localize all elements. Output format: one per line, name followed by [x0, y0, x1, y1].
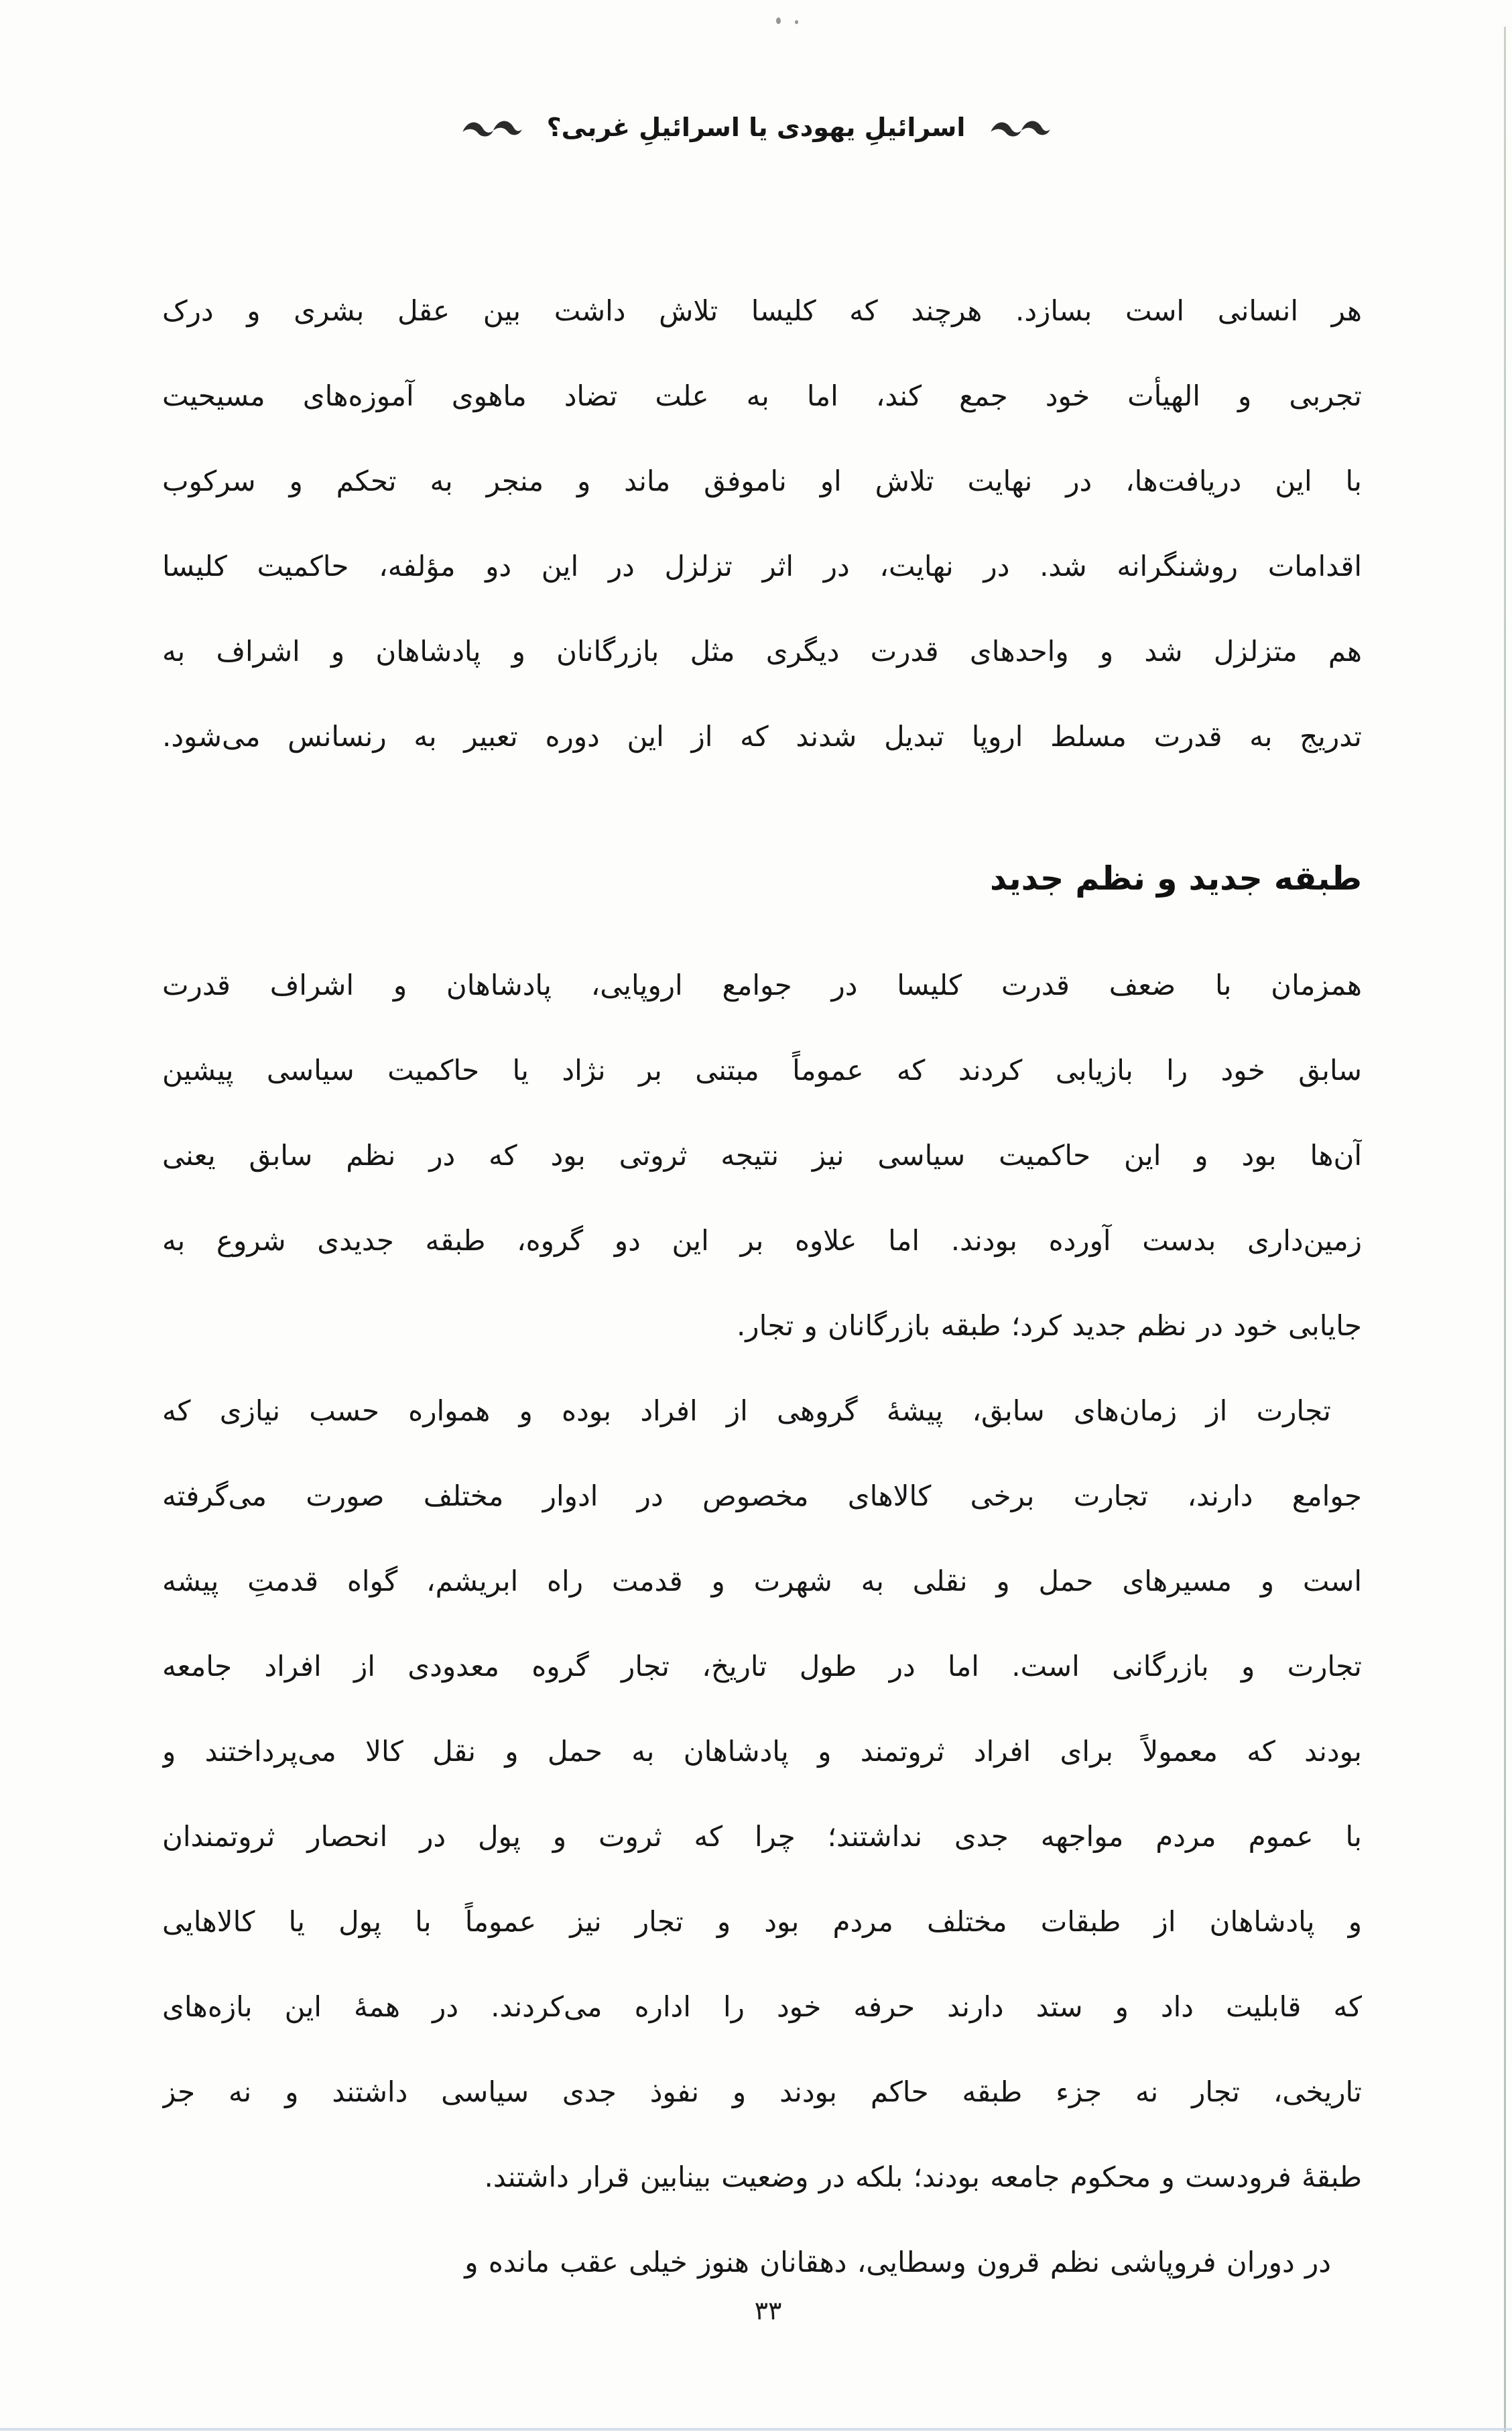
header-ornament-right-icon [988, 115, 1052, 140]
running-head [0, 113, 1512, 142]
running-head-title: اسرائیلِ یهودی یا اسرائیلِ غربی؟ [546, 113, 966, 142]
text-line: هم متزلزل شد و واحدهای قدرت دیگری مثل بازرگانان و پادشاهان و اشراف به [162, 635, 1362, 668]
paragraph-2 [162, 943, 1362, 1368]
scan-edge-bottom [0, 2428, 1512, 2431]
text-line: بودند که معمولاً برای افراد ثروتمند و پادشاهان به حمل و نقل کالا می‌پرداختند و [162, 1735, 1362, 1768]
text-line: تجارت و بازرگانی است. اما در طول تاریخ، تجار گروه معدودی از افراد جامعه [162, 1650, 1362, 1683]
text-line: در دوران فروپاشی نظم قرون وسطایی، دهقانان هنوز خیلی عقب مانده و [464, 2246, 1331, 2278]
text-line: تجربی و الهیأت خود جمع کند، اما به علت تضاد ماهوی آموزه‌های مسیحیت [162, 379, 1362, 412]
text-line: هر انسانی است بسازد. هرچند که کلیسا تلاش داشت بین عقل بشری و درک [162, 294, 1362, 327]
text-line: سابق خود را بازیابی کردند که عموماً مبتنی بر نژاد یا حاکمیت سیاسی پیشین [162, 1054, 1362, 1087]
text-line: با این دریافت‌ها، در نهایت تلاش او ناموفق ماند و منجر به تحکم و سرکوب [162, 465, 1362, 497]
text-line: زمین‌داری بدست آورده بودند. اما علاوه بر این دو گروه، طبقه جدیدی شروع به [162, 1224, 1362, 1257]
header-ornament-left-icon [460, 115, 524, 140]
page-number: ۳۳ [754, 2296, 782, 2325]
paragraph-1 [162, 268, 1362, 779]
text-line: است و مسیرهای حمل و نقلی به شهرت و قدمت راه ابریشم، گواه قدمتِ پیشه [162, 1565, 1362, 1597]
text-line: که قابلیت داد و ستد دارند حرفه خود را اداره می‌کردند. در همهٔ این بازه‌های [162, 1990, 1362, 2023]
text-line: جوامع دارند، تجارت برخی کالاهای مخصوص در ادوار مختلف صورت می‌گرفته [162, 1479, 1362, 1512]
text-line: و پادشاهان از طبقات مختلف مردم بود و تجار نیز عموماً با پول یا کالاهایی [162, 1905, 1362, 1938]
text-line: آن‌ها بود و این حاکمیت سیاسی نیز نتیجه ثروتی بود که در نظم سابق یعنی [162, 1139, 1362, 1172]
paragraph-3 [162, 1368, 1362, 2220]
text-line: طبقهٔ فرودست و محکوم جامعه بودند؛ بلکه در وضعیت بینابین قرار داشتند. [484, 2161, 1362, 2193]
scan-edge-right [1504, 27, 1506, 2432]
text-line: همزمان با ضعف قدرت کلیسا در جوامع اروپایی، پادشاهان و اشراف قدرت [162, 969, 1362, 1001]
text-line: با عموم مردم مواجهه جدی نداشتند؛ چرا که ثروت و پول در انحصار ثروتمندان [162, 1820, 1362, 1853]
text-line: اقدامات روشنگرانه شد. در نهایت، در اثر تزلزل در این دو مؤلفه، حاکمیت کلیسا [162, 550, 1362, 583]
paragraph-4 [162, 2220, 1362, 2305]
section-heading: طبقه جدید و نظم جدید [989, 859, 1362, 898]
text-line: تجارت از زمان‌های سابق، پیشهٔ گروهی از افراد بوده و همواره حسب نیازی که [162, 1394, 1331, 1427]
text-line: تاریخی، تجار نه جزء طبقه حاکم بودند و نفوذ جدی سیاسی داشتند و نه جز [162, 2075, 1362, 2108]
page-footer [0, 2296, 1512, 2325]
text-line: جایابی خود در نظم جدید کرد؛ طبقه بازرگانان و تجار. [736, 1309, 1362, 1342]
scan-speck [795, 20, 798, 24]
text-block [162, 268, 1362, 2305]
text-line: تدریج به قدرت مسلط اروپا تبدیل شدند که از این دوره تعبیر به رنسانس می‌شود. [162, 720, 1362, 753]
scan-speck [776, 17, 781, 24]
